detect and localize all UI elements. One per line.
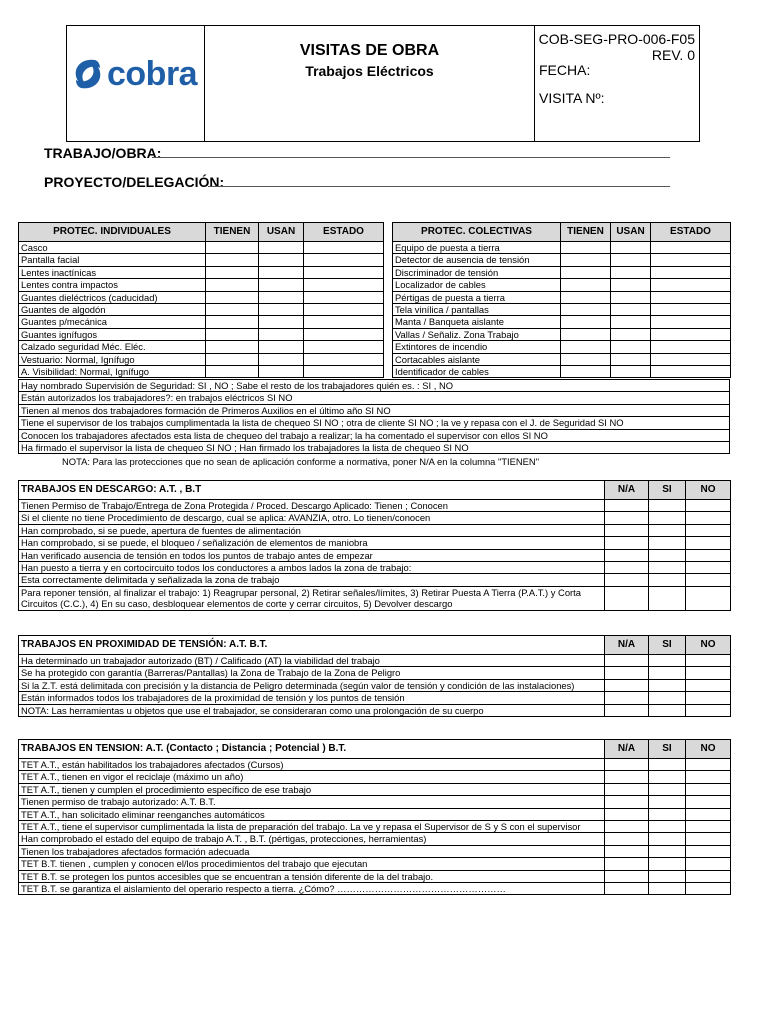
individuales-usan-cell[interactable]	[259, 366, 304, 378]
descargo-question: Esta correctamente delimitada y señalizada la zona de trabajo	[19, 574, 605, 586]
tension-col-0: N/A	[605, 740, 649, 759]
proximidad-row	[19, 655, 731, 667]
tension-question: TET A.T., tiene el supervisor cumplimentada la lista de preparación del trabajo. La ve y repasa el Supervisor de S y S con el supervisor	[19, 821, 605, 833]
descargo-no-cell[interactable]	[686, 549, 731, 561]
individuales-item-label: Vestuario: Normal, Ignífugo	[19, 353, 206, 365]
descargo-na-cell[interactable]	[605, 524, 649, 536]
individuales-item-label: A. Visibilidad: Normal, Ignífugo	[19, 366, 206, 378]
colectivas-header-2: USAN	[611, 223, 651, 242]
doc-revision: REV. 0	[651, 47, 695, 63]
proximidad-col-1: SI	[649, 636, 686, 655]
descargo-col-1: SI	[649, 481, 686, 500]
individuales-item-label: Lentes inactínicas	[19, 266, 206, 278]
tension-na-cell[interactable]	[605, 870, 649, 882]
individuales-usan-cell[interactable]	[259, 279, 304, 291]
individuales-item-label: Guantes p/mecánica	[19, 316, 206, 328]
proximidad-table	[18, 635, 731, 717]
fecha-label: FECHA:	[539, 62, 591, 78]
colectivas-usan-cell[interactable]	[611, 353, 651, 365]
descargo-question: Tienen Permiso de Trabajo/Entrega de Zona Protegida / Proced. Descargo Aplicado: Tienen ; Conocen	[19, 500, 605, 512]
tension-no-cell[interactable]	[686, 833, 731, 845]
colectivas-estado-cell[interactable]	[651, 341, 731, 353]
colectivas-row	[393, 266, 731, 278]
tension-table	[18, 739, 731, 895]
individuales-usan-cell[interactable]	[259, 254, 304, 266]
general-questions-table	[18, 379, 730, 454]
colectivas-estado-cell[interactable]	[651, 366, 731, 378]
colectivas-usan-cell[interactable]	[611, 242, 651, 254]
cobra-logo	[71, 54, 201, 94]
proximidad-row	[19, 692, 731, 704]
colectivas-item-label: Localizador de cables	[393, 279, 561, 291]
tension-question: Tienen los trabajadores afectados formación adecuada	[19, 845, 605, 857]
colectivas-row	[393, 366, 731, 378]
general-row	[19, 380, 730, 392]
individuales-estado-cell[interactable]	[304, 279, 384, 291]
descargo-si-cell[interactable]	[649, 512, 686, 524]
proximidad-na-cell[interactable]	[605, 655, 649, 667]
individuales-estado-cell[interactable]	[304, 366, 384, 378]
tension-row	[19, 858, 731, 870]
individuales-estado-cell[interactable]	[304, 254, 384, 266]
proximidad-row	[19, 704, 731, 716]
tension-question: Han comprobado el estado del equipo de trabajo A.T. , B.T. (pértigas, protecciones, herramientas)	[19, 833, 605, 845]
individuales-row	[19, 291, 384, 303]
tension-question: TET A.T., están habilitados los trabajadores afectados (Cursos)	[19, 759, 605, 771]
descargo-na-cell[interactable]	[605, 574, 649, 586]
tension-si-cell[interactable]	[649, 759, 686, 771]
tension-no-cell[interactable]	[686, 771, 731, 783]
colectivas-usan-cell[interactable]	[611, 328, 651, 340]
descargo-row	[19, 524, 731, 536]
tension-no-cell[interactable]	[686, 759, 731, 771]
individuales-row	[19, 353, 384, 365]
tension-question: Tienen permiso de trabajo autorizado: A.T. B.T.	[19, 796, 605, 808]
colectivas-usan-cell[interactable]	[611, 279, 651, 291]
individuales-tienen-cell[interactable]	[206, 254, 259, 266]
tension-si-cell[interactable]	[649, 783, 686, 795]
tension-row	[19, 833, 731, 845]
colectivas-usan-cell[interactable]	[611, 316, 651, 328]
tension-si-cell[interactable]	[649, 858, 686, 870]
tension-no-cell[interactable]	[686, 870, 731, 882]
individuales-estado-cell[interactable]	[304, 304, 384, 316]
proximidad-si-cell[interactable]	[649, 667, 686, 679]
descargo-row	[19, 562, 731, 574]
individuales-tienen-cell[interactable]	[206, 341, 259, 353]
tension-title: TRABAJOS EN TENSION: A.T. (Contacto ; Distancia ; Potencial ) B.T.	[19, 740, 605, 759]
descargo-si-cell[interactable]	[649, 562, 686, 574]
colectivas-usan-cell[interactable]	[611, 254, 651, 266]
descargo-question: Han puesto a tierra y en cortocircuito todos los conductores a ambos lados la zona de trabajo:	[19, 562, 605, 574]
tension-row	[19, 870, 731, 882]
descargo-question: Si el cliente no tiene Procedimiento de descargo, cual se aplica: AVANZIA, otro. Lo tienen/conocen	[19, 512, 605, 524]
proximidad-no-cell[interactable]	[686, 667, 731, 679]
tension-col-2: NO	[686, 740, 731, 759]
colectivas-item-label: Identificador de cables	[393, 366, 561, 378]
colectivas-item-label: Pértigas de puesta a tierra	[393, 291, 561, 303]
general-row	[19, 429, 730, 441]
individuales-header-2: USAN	[259, 223, 304, 242]
descargo-title: TRABAJOS EN DESCARGO: A.T. , B.T	[19, 481, 605, 500]
tension-row	[19, 759, 731, 771]
colectivas-estado-cell[interactable]	[651, 291, 731, 303]
form-header	[66, 25, 700, 142]
descargo-col-2: NO	[686, 481, 731, 500]
descargo-si-cell[interactable]	[649, 574, 686, 586]
general-question[interactable]: Tiene el supervisor de los trabajos cumplimentada la lista de chequeo SI NO ; otra de cliente SI NO ; la ve y repasa con el J. de Seguridad SI NO	[19, 417, 730, 429]
individuales-usan-cell[interactable]	[259, 341, 304, 353]
general-row	[19, 442, 730, 454]
descargo-na-cell[interactable]	[605, 512, 649, 524]
descargo-row	[19, 512, 731, 524]
proximidad-na-cell[interactable]	[605, 704, 649, 716]
colectivas-row	[393, 341, 731, 353]
form-title: VISITAS DE OBRA	[299, 42, 440, 59]
individuales-item-label: Guantes de algodón	[19, 304, 206, 316]
descargo-row	[19, 537, 731, 549]
individuales-tienen-cell[interactable]	[206, 304, 259, 316]
colectivas-tienen-cell[interactable]	[561, 328, 611, 340]
colectivas-item-label: Detector de ausencia de tensión	[393, 254, 561, 266]
proximidad-col-0: N/A	[605, 636, 649, 655]
colectivas-header-0: PROTEC. COLECTIVAS	[393, 223, 561, 242]
tension-row	[19, 771, 731, 783]
descargo-na-cell[interactable]	[605, 537, 649, 549]
individuales-tienen-cell[interactable]	[206, 266, 259, 278]
individuales-header-1: TIENEN	[206, 223, 259, 242]
tension-na-cell[interactable]	[605, 808, 649, 820]
general-question[interactable]: Están autorizados los trabajadores?: en trabajos eléctricos SI NO	[19, 392, 730, 404]
individuales-estado-cell[interactable]	[304, 266, 384, 278]
individuales-tienen-cell[interactable]	[206, 291, 259, 303]
proximidad-col-2: NO	[686, 636, 731, 655]
trabajo-field[interactable]	[152, 157, 670, 158]
individuales-row	[19, 254, 384, 266]
proximidad-no-cell[interactable]	[686, 679, 731, 691]
tension-na-cell[interactable]	[605, 796, 649, 808]
general-question[interactable]: Conocen los trabajadores afectados esta lista de chequeo del trabajo a realizar; la ha comentado el supervisor con ellos SI NO	[19, 429, 730, 441]
tension-no-cell[interactable]	[686, 858, 731, 870]
proximidad-question: NOTA: Las herramientas u objetos que use el trabajador, se consideraran como una prolongación de su cuerpo	[19, 704, 605, 716]
colectivas-usan-cell[interactable]	[611, 304, 651, 316]
proyecto-label: PROYECTO/DELEGACIÓN:	[44, 174, 225, 190]
tension-row	[19, 821, 731, 833]
proximidad-si-cell[interactable]	[649, 679, 686, 691]
descargo-no-cell[interactable]	[686, 500, 731, 512]
descargo-si-cell[interactable]	[649, 586, 686, 610]
colectivas-row	[393, 316, 731, 328]
tension-question: TET B.T. se protegen los puntos accesibles que se encuentran a tensión diferente de la del trabajo.	[19, 870, 605, 882]
colectivas-estado-cell[interactable]	[651, 266, 731, 278]
tension-na-cell[interactable]	[605, 821, 649, 833]
individuales-item-label: Guantes ignífugos	[19, 328, 206, 340]
colectivas-item-label: Discriminador de tensión	[393, 266, 561, 278]
individuales-tienen-cell[interactable]	[206, 279, 259, 291]
individuales-usan-cell[interactable]	[259, 353, 304, 365]
colectivas-estado-cell[interactable]	[651, 304, 731, 316]
descargo-row	[19, 574, 731, 586]
descargo-row	[19, 549, 731, 561]
individuales-estado-cell[interactable]	[304, 316, 384, 328]
colectivas-estado-cell[interactable]	[651, 328, 731, 340]
individuales-item-label: Casco	[19, 242, 206, 254]
individuales-row	[19, 316, 384, 328]
descargo-row	[19, 586, 731, 610]
tension-question: TET B.T. tienen , cumplen y conocen el/los procedimientos del trabajo que ejecutan	[19, 858, 605, 870]
colectivas-row	[393, 304, 731, 316]
tension-na-cell[interactable]	[605, 845, 649, 857]
tension-si-cell[interactable]	[649, 833, 686, 845]
descargo-si-cell[interactable]	[649, 524, 686, 536]
colectivas-header-3: ESTADO	[651, 223, 731, 242]
descargo-na-cell[interactable]	[605, 586, 649, 610]
individuales-usan-cell[interactable]	[259, 304, 304, 316]
tension-question: TET B.T. se garantiza el aislamiento del operario respecto a tierra. ¿Cómo? ………………………………………………	[19, 883, 605, 895]
colectivas-row	[393, 254, 731, 266]
individuales-estado-cell[interactable]	[304, 242, 384, 254]
individuales-row	[19, 328, 384, 340]
descargo-no-cell[interactable]	[686, 586, 731, 610]
colectivas-usan-cell[interactable]	[611, 266, 651, 278]
descargo-question: Han comprobado, si se puede, el bloqueo / señalización de elementos de maniobra	[19, 537, 605, 549]
colectivas-tienen-cell[interactable]	[561, 353, 611, 365]
tension-no-cell[interactable]	[686, 883, 731, 895]
descargo-no-cell[interactable]	[686, 524, 731, 536]
descargo-na-cell[interactable]	[605, 500, 649, 512]
individuales-usan-cell[interactable]	[259, 266, 304, 278]
proximidad-si-cell[interactable]	[649, 704, 686, 716]
tension-si-cell[interactable]	[649, 771, 686, 783]
proximidad-question: Están informados todos los trabajadores de la proximidad de tensión y los puntos de tensión	[19, 692, 605, 704]
tension-na-cell[interactable]	[605, 783, 649, 795]
tension-si-cell[interactable]	[649, 845, 686, 857]
colectivas-tienen-cell[interactable]	[561, 304, 611, 316]
tension-no-cell[interactable]	[686, 796, 731, 808]
individuales-row	[19, 242, 384, 254]
proximidad-row	[19, 667, 731, 679]
tension-na-cell[interactable]	[605, 759, 649, 771]
individuales-estado-cell[interactable]	[304, 341, 384, 353]
tension-si-cell[interactable]	[649, 808, 686, 820]
individuales-estado-cell[interactable]	[304, 328, 384, 340]
proximidad-na-cell[interactable]	[605, 667, 649, 679]
tension-row	[19, 883, 731, 895]
individuales-row	[19, 341, 384, 353]
individuales-item-label: Calzado seguridad Méc. Eléc.	[19, 341, 206, 353]
tension-si-cell[interactable]	[649, 870, 686, 882]
proximidad-question: Se ha protegido con garantía (Barreras/Pantallas) la Zona de Trabajo de la Zona de Peligro	[19, 667, 605, 679]
colectivas-item-label: Manta / Banqueta aislante	[393, 316, 561, 328]
colectivas-tienen-cell[interactable]	[561, 291, 611, 303]
individuales-row	[19, 266, 384, 278]
doc-info-cell	[534, 26, 699, 141]
individuales-item-label: Lentes contra impactos	[19, 279, 206, 291]
proximidad-na-cell[interactable]	[605, 692, 649, 704]
colectivas-tienen-cell[interactable]	[561, 279, 611, 291]
proximidad-no-cell[interactable]	[686, 692, 731, 704]
colectivas-row	[393, 353, 731, 365]
tension-na-cell[interactable]	[605, 833, 649, 845]
general-note: NOTA: Para las protecciones que no sean de aplicación conforme a normativa, poner N/A en la columna "TIENEN"	[62, 456, 540, 467]
colectivas-item-label: Equipo de puesta a tierra	[393, 242, 561, 254]
trabajo-label: TRABAJO/OBRA:	[44, 145, 162, 161]
colectivas-item-label: Tela vinílica / pantallas	[393, 304, 561, 316]
proximidad-no-cell[interactable]	[686, 704, 731, 716]
tension-si-cell[interactable]	[649, 883, 686, 895]
individuales-usan-cell[interactable]	[259, 316, 304, 328]
proximidad-row	[19, 679, 731, 691]
colectivas-estado-cell[interactable]	[651, 316, 731, 328]
tension-row	[19, 796, 731, 808]
descargo-question: Han verificado ausencia de tensión en todos los puntos de trabajo antes de empezar	[19, 549, 605, 561]
proximidad-title: TRABAJOS EN PROXIMIDAD DE TENSIÓN: A.T. B.T.	[19, 636, 605, 655]
descargo-na-cell[interactable]	[605, 562, 649, 574]
colectivas-tienen-cell[interactable]	[561, 254, 611, 266]
colectivas-row	[393, 242, 731, 254]
logo-text: cobra	[107, 55, 198, 93]
tension-question: TET A.T., han solicitado eliminar reenganches automáticos	[19, 808, 605, 820]
descargo-no-cell[interactable]	[686, 562, 731, 574]
tension-no-cell[interactable]	[686, 821, 731, 833]
tension-row	[19, 783, 731, 795]
descargo-question: Para reponer tensión, al finalizar el trabajo: 1) Reagrupar personal, 2) Retirar señales/límites, 3) Retirar Puesta A Tierra (P.A.T.) y Corta Circuitos (C.C.), 4) En su caso, desbloquear elementos de corte y cerrar circuitos, 5) Devolver descargo	[19, 586, 605, 610]
individuales-item-label: Guantes dieléctricos (caducidad)	[19, 291, 206, 303]
descargo-si-cell[interactable]	[649, 549, 686, 561]
colectivas-item-label: Extintores de incendio	[393, 341, 561, 353]
individuales-estado-cell[interactable]	[304, 353, 384, 365]
individuales-row	[19, 304, 384, 316]
proximidad-si-cell[interactable]	[649, 655, 686, 667]
descargo-si-cell[interactable]	[649, 500, 686, 512]
tension-question: TET A.T., tienen en vigor el reciclaje (máximo un año)	[19, 771, 605, 783]
cobra-swirl-icon	[71, 54, 105, 94]
general-question[interactable]: Tienen al menos dos trabajadores formación de Primeros Auxilios en el último año SI NO	[19, 404, 730, 416]
colectivas-row	[393, 328, 731, 340]
individuales-row	[19, 279, 384, 291]
visita-label: VISITA Nº:	[539, 90, 605, 106]
individuales-table	[18, 222, 384, 378]
general-question[interactable]: Ha firmado el supervisor la lista de chequeo SI NO ; Han firmado los trabajadores la lista de chequeo SI NO	[19, 442, 730, 454]
individuales-tienen-cell[interactable]	[206, 366, 259, 378]
descargo-na-cell[interactable]	[605, 549, 649, 561]
tension-row	[19, 808, 731, 820]
general-row	[19, 392, 730, 404]
doc-code: COB-SEG-PRO-006-F05	[538, 31, 695, 47]
individuales-header-3: ESTADO	[304, 223, 384, 242]
colectivas-header-1: TIENEN	[561, 223, 611, 242]
proximidad-no-cell[interactable]	[686, 655, 731, 667]
proximidad-na-cell[interactable]	[605, 679, 649, 691]
proximidad-si-cell[interactable]	[649, 692, 686, 704]
colectivas-estado-cell[interactable]	[651, 242, 731, 254]
tension-row	[19, 845, 731, 857]
general-question[interactable]: Hay nombrado Supervisión de Seguridad: SI , NO ; Sabe el resto de los trabajadores quién es. : SI , NO	[19, 380, 730, 392]
tension-question: TET A.T., tienen y cumplen el procedimiento específico de ese trabajo	[19, 783, 605, 795]
individuales-item-label: Pantalla facial	[19, 254, 206, 266]
colectivas-estado-cell[interactable]	[651, 254, 731, 266]
general-row	[19, 417, 730, 429]
descargo-no-cell[interactable]	[686, 512, 731, 524]
colectivas-item-label: Cortacables aislante	[393, 353, 561, 365]
form-subtitle: Trabajos Eléctricos	[305, 63, 434, 79]
colectivas-tienen-cell[interactable]	[561, 316, 611, 328]
individuales-usan-cell[interactable]	[259, 242, 304, 254]
individuales-estado-cell[interactable]	[304, 291, 384, 303]
tension-na-cell[interactable]	[605, 883, 649, 895]
proximidad-question: Si la Z.T. está delimitada con precisión y la distancia de Peligro determinada (según valor de tensión y condición de las instalaciones)	[19, 679, 605, 691]
colectivas-tienen-cell[interactable]	[561, 366, 611, 378]
colectivas-row	[393, 291, 731, 303]
tension-si-cell[interactable]	[649, 821, 686, 833]
tension-si-cell[interactable]	[649, 796, 686, 808]
tension-no-cell[interactable]	[686, 783, 731, 795]
individuales-usan-cell[interactable]	[259, 328, 304, 340]
colectivas-estado-cell[interactable]	[651, 279, 731, 291]
descargo-col-0: N/A	[605, 481, 649, 500]
tension-no-cell[interactable]	[686, 845, 731, 857]
general-row	[19, 404, 730, 416]
colectivas-row	[393, 279, 731, 291]
individuales-tienen-cell[interactable]	[206, 328, 259, 340]
colectivas-usan-cell[interactable]	[611, 341, 651, 353]
individuales-tienen-cell[interactable]	[206, 316, 259, 328]
tension-na-cell[interactable]	[605, 858, 649, 870]
descargo-question: Han comprobado, si se puede, apertura de fuentes de alimentación	[19, 524, 605, 536]
colectivas-tienen-cell[interactable]	[561, 242, 611, 254]
tension-na-cell[interactable]	[605, 771, 649, 783]
individuales-tienen-cell[interactable]	[206, 242, 259, 254]
colectivas-estado-cell[interactable]	[651, 353, 731, 365]
tension-no-cell[interactable]	[686, 808, 731, 820]
individuales-usan-cell[interactable]	[259, 291, 304, 303]
descargo-si-cell[interactable]	[649, 537, 686, 549]
individuales-header-0: PROTEC. INDIVIDUALES	[19, 223, 206, 242]
colectivas-item-label: Vallas / Señaliz. Zona Trabajo	[393, 328, 561, 340]
proyecto-field[interactable]	[208, 186, 670, 187]
colectivas-usan-cell[interactable]	[611, 366, 651, 378]
descargo-no-cell[interactable]	[686, 537, 731, 549]
individuales-tienen-cell[interactable]	[206, 353, 259, 365]
colectivas-tienen-cell[interactable]	[561, 266, 611, 278]
logo-cell	[67, 26, 205, 141]
tension-col-1: SI	[649, 740, 686, 759]
colectivas-table	[392, 222, 731, 378]
colectivas-usan-cell[interactable]	[611, 291, 651, 303]
descargo-row	[19, 500, 731, 512]
descargo-no-cell[interactable]	[686, 574, 731, 586]
individuales-row	[19, 366, 384, 378]
colectivas-tienen-cell[interactable]	[561, 341, 611, 353]
proximidad-question: Ha determinado un trabajador autorizado (BT) / Calificado (AT) la viabilidad del trabajo	[19, 655, 605, 667]
descargo-table	[18, 480, 731, 611]
